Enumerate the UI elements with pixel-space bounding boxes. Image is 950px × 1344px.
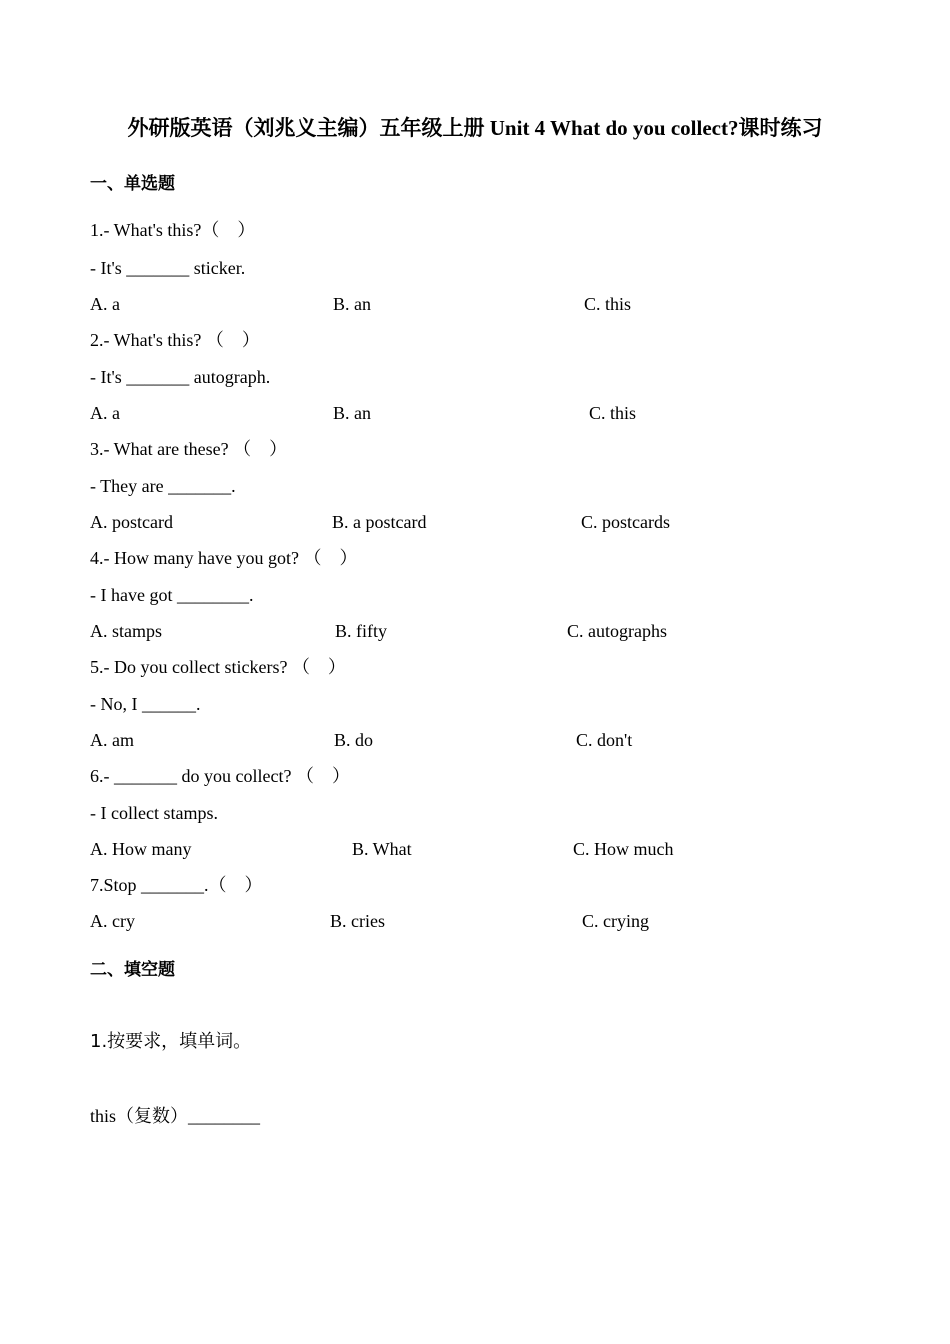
option-a: A. postcard — [90, 512, 173, 532]
option-c: C. this — [589, 403, 637, 423]
question-answer-line: - No, I ______. — [90, 694, 201, 714]
option-b: B. cries — [330, 911, 385, 931]
option-b: B. What — [352, 839, 412, 859]
option-a: A. How many — [90, 839, 192, 859]
question-answer-line: - They are _______. — [90, 476, 236, 496]
question-prompt: 4.- How many have you got? （ ） — [90, 548, 358, 568]
option-b: B. an — [333, 294, 371, 314]
option-b: B. do — [334, 730, 374, 750]
fill-in-prompt: 1.按要求，填单词。 — [90, 1031, 252, 1052]
question-answer-line: - It's _______ sticker. — [90, 258, 246, 278]
question-answer-line: - It's _______ autograph. — [90, 367, 271, 387]
option-b: B. a postcard — [332, 512, 427, 532]
option-a: A. stamps — [90, 621, 162, 641]
question-answer-line: - I have got ________. — [90, 585, 254, 605]
option-a: A. a — [90, 403, 120, 423]
option-c: C. postcards — [581, 512, 670, 532]
question-prompt: 1.- What's this?（ ） — [90, 220, 256, 240]
option-a: A. am — [90, 730, 134, 750]
option-b: B. fifty — [335, 621, 387, 641]
fill-in-item: this（复数）________ — [90, 1106, 261, 1126]
question-answer-line: - I collect stamps. — [90, 803, 218, 823]
option-b: B. an — [333, 403, 371, 423]
page-title: 外研版英语（刘兆义主编）五年级上册 Unit 4 What do you collect?课时练习 — [127, 116, 823, 140]
question-prompt: 3.- What are these? （ ） — [90, 439, 288, 459]
option-a: A. a — [90, 294, 120, 314]
section-heading-fill-in: 二、填空题 — [90, 960, 175, 980]
question-prompt: 7.Stop _______.（ ） — [90, 875, 263, 895]
question-prompt: 2.- What's this? （ ） — [90, 330, 260, 350]
option-c: C. this — [584, 294, 632, 314]
question-prompt: 6.- _______ do you collect? （ ） — [90, 766, 350, 786]
section-heading-single-choice: 一、单选题 — [90, 174, 175, 194]
option-a: A. cry — [90, 911, 135, 931]
option-c: C. autographs — [567, 621, 667, 641]
option-c: C. How much — [573, 839, 674, 859]
option-c: C. crying — [582, 911, 649, 931]
option-c: C. don't — [576, 730, 633, 750]
question-prompt: 5.- Do you collect stickers? （ ） — [90, 657, 346, 677]
